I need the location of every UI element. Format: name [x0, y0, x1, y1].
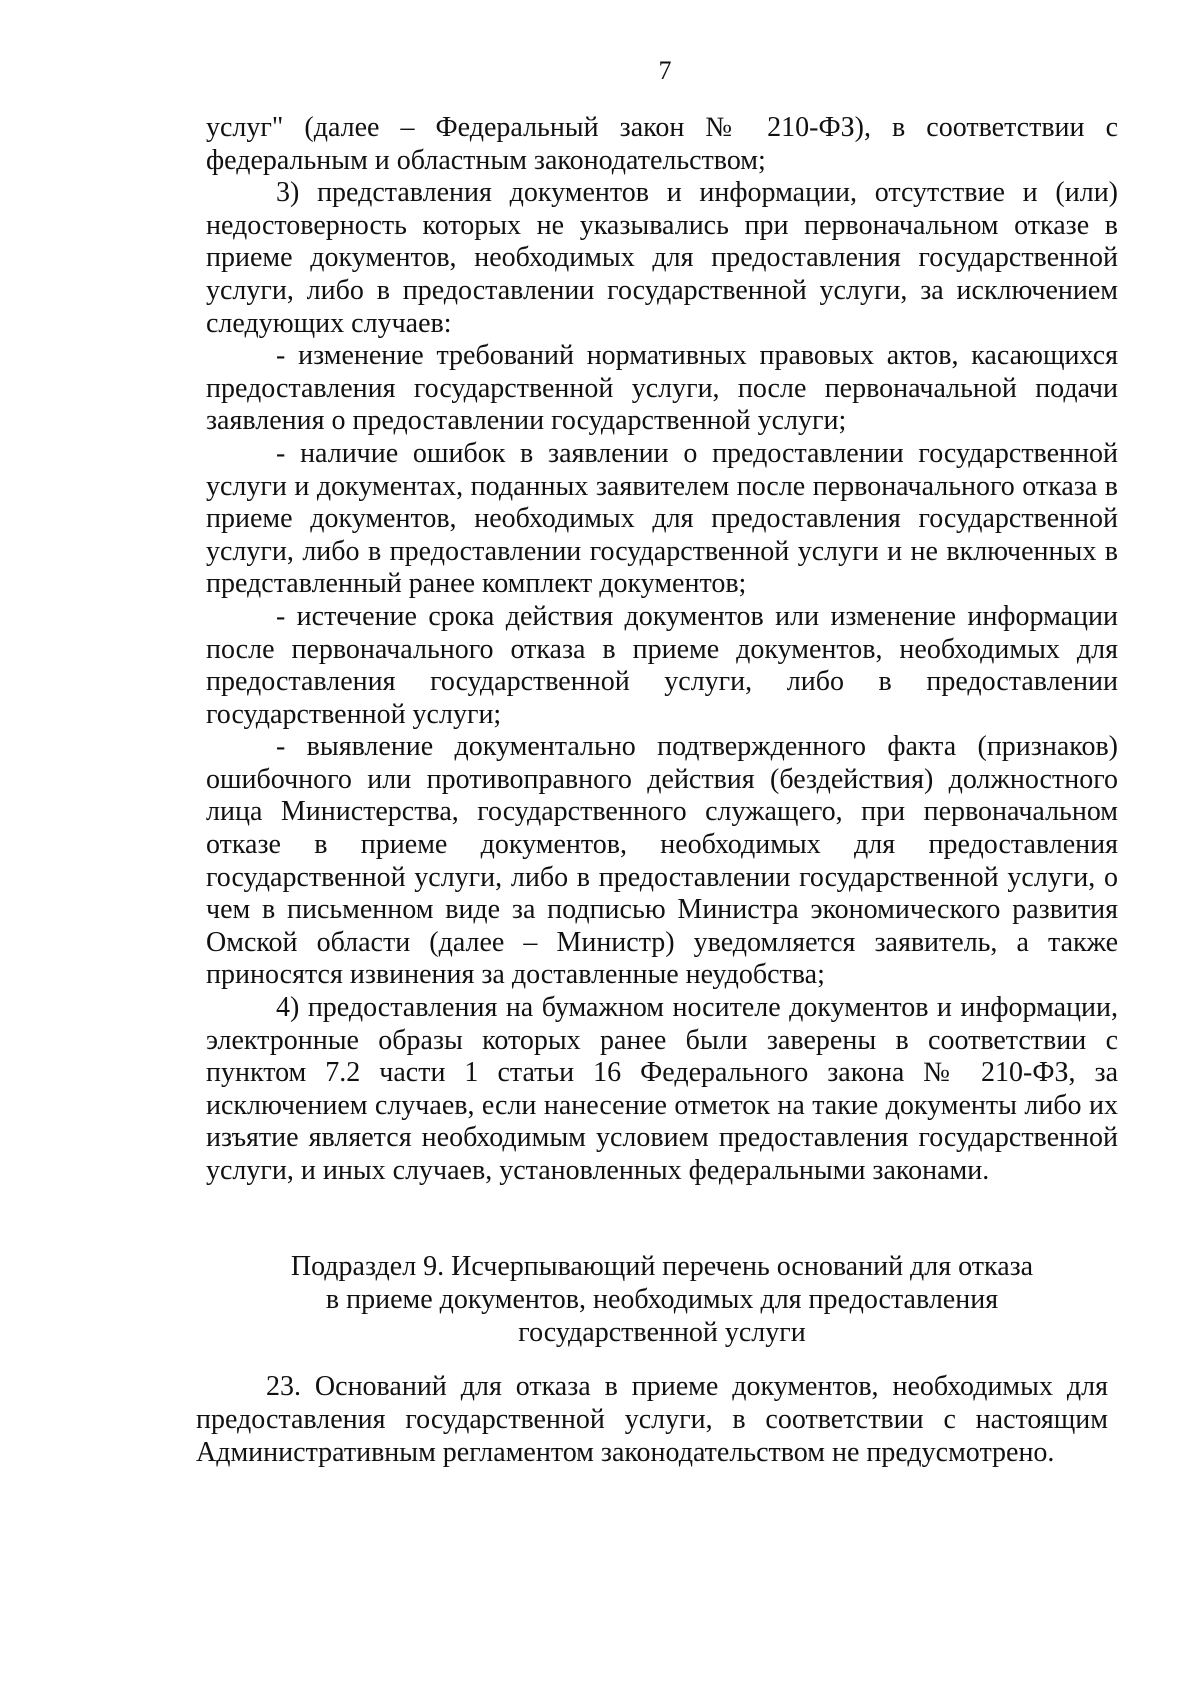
- section-heading: [206, 1250, 1118, 1349]
- body-text: [206, 112, 1118, 1188]
- page-number: 7: [658, 56, 672, 85]
- section-heading-line-2: в приеме документов, необходимых для предоставления: [325, 1284, 999, 1315]
- section-heading-line-3: государственной услуги: [518, 1317, 806, 1348]
- closing-section: [196, 1370, 1108, 1469]
- paragraph-continuation: услуг" (далее – Федеральный закон № 210-ФЗ), в соответствии с федеральным и областным законодательством;: [206, 112, 1118, 176]
- paragraph-item-23: 23. Оснований для отказа в приеме документов, необходимых для предоставления государственной услуги, в соответствии с настоящим Административным регламентом законодательством не предусмотрено.: [196, 1371, 1108, 1468]
- paragraph-item-3: 3) представления документов и информации, отсутствие и (или) недостоверность которых не указывались при первоначальном отказе в приеме документов, необходимых для предоставления государственной услуги, либо в предоставлении государственной услуги, за исключением следующих случаев:: [206, 177, 1118, 339]
- paragraph-item-4: 4) предоставления на бумажном носителе документов и информации, электронные образы которых ранее были заверены в соответствии с пунктом 7.2 части 1 статьи 16 Федерального закона № 210-ФЗ, за исключением случаев, если нанесение отметок на такие документы либо их изъятие является необходимым условием предоставления государственной услуги, и иных случаев, установленных федеральными законами.: [206, 992, 1118, 1186]
- paragraph-bullet-requirements-change: - изменение требований нормативных правовых актов, касающихся предоставления государственной услуги, после первоначальной подачи заявления о предоставлении государственной услуги;: [206, 340, 1118, 437]
- paragraph-bullet-misconduct: - выявление документально подтвержденного факта (признаков) ошибочного или противоправного действия (бездействия) должностного лица Министерства, государственного служащего, при первоначальном отказе в приеме документов, необходимых для предоставления государственной услуги, либо в предоставлении государственной услуги, о чем в письменном виде за подписью Министра экономического развития Омской области (далее – Министр) уведомляется заявитель, а также приносятся извинения за доставленные неудобства;: [206, 731, 1118, 991]
- paragraph-bullet-errors: - наличие ошибок в заявлении о предоставлении государственной услуги и документах, поданных заявителем после первоначального отказа в приеме документов, необходимых для предоставления государственной услуги, либо в предоставлении государственной услуги и не включенных в представленный ранее комплект документов;: [206, 437, 1118, 600]
- section-heading-line-1: Подраздел 9. Исчерпывающий перечень оснований для отказа: [290, 1251, 1034, 1282]
- paragraph-bullet-expiration: - истечение срока действия документов или изменение информации после первоначального отказа в приеме документов, необходимых для предоставления государственной услуги, либо в предоставлении государственной услуги;: [206, 600, 1118, 730]
